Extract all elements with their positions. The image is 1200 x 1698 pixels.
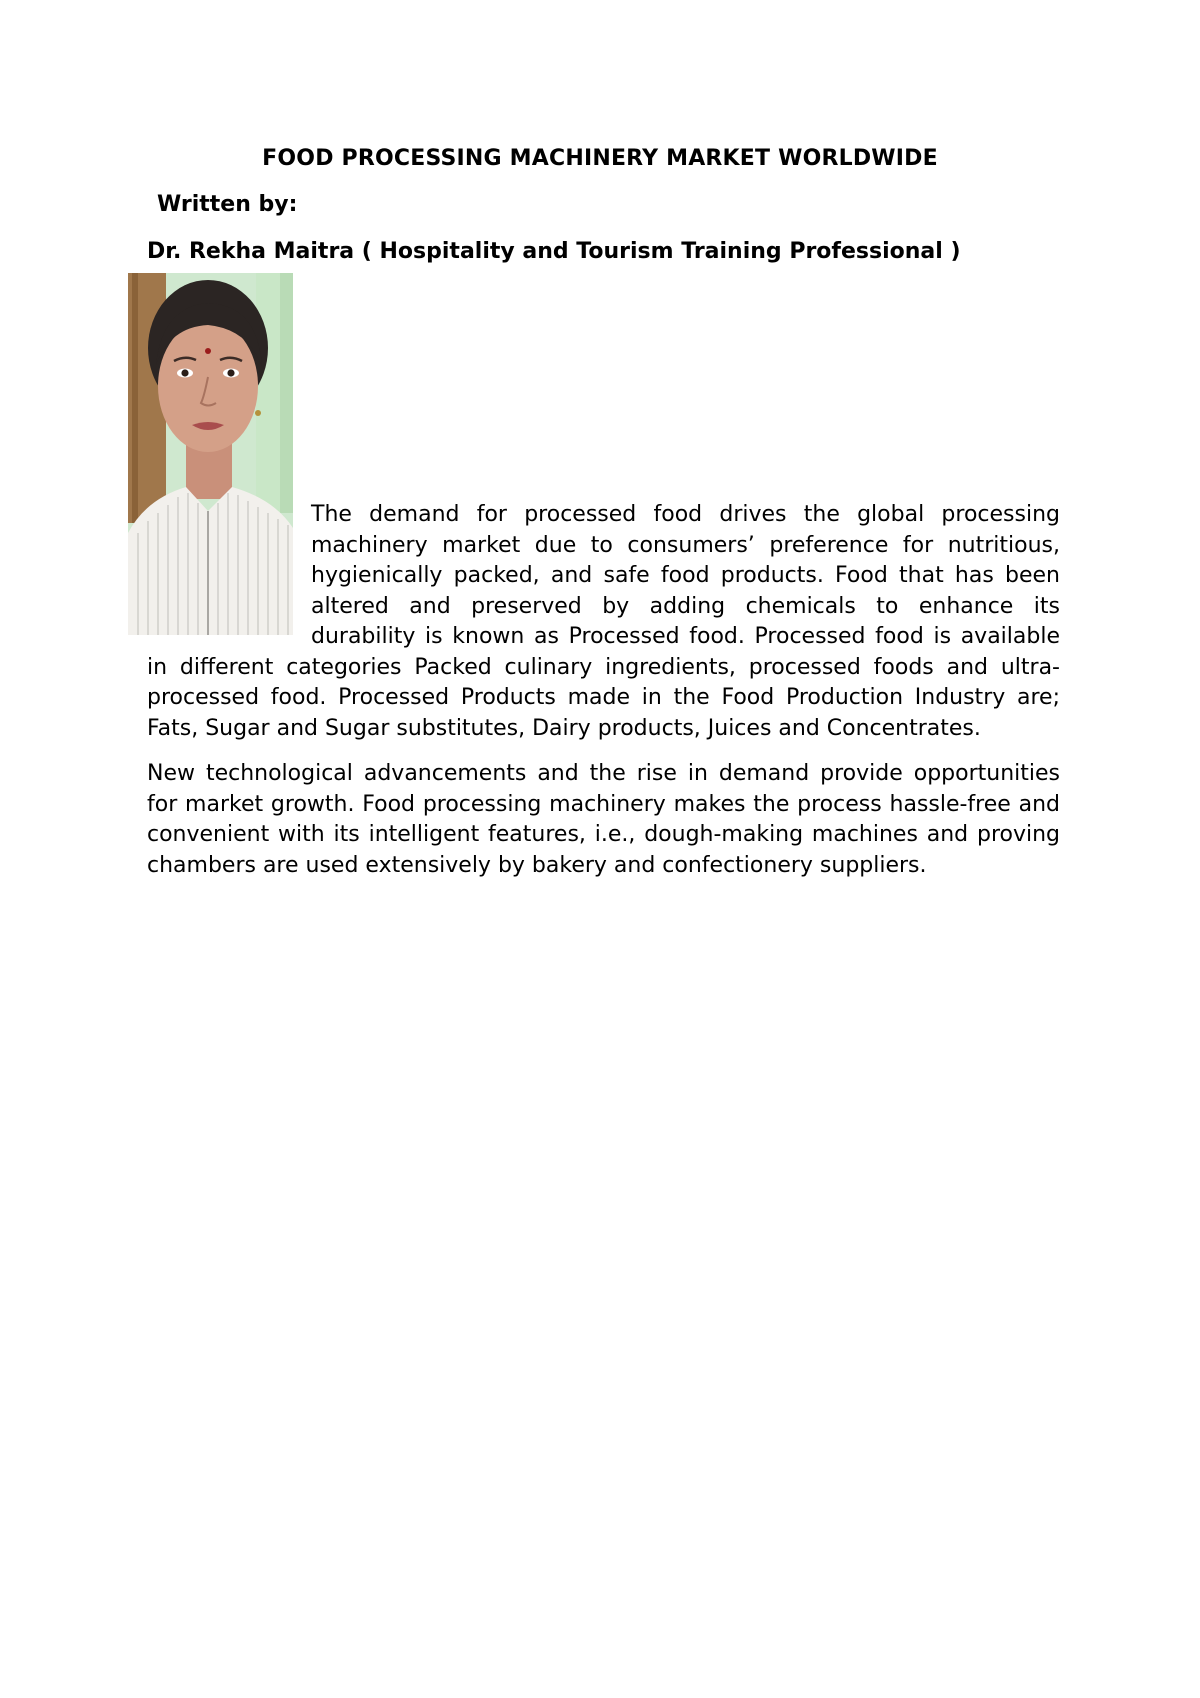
paragraph-growth: New technological advancements and the rise in demand provide opportunities for market growth. Food processing machinery makes the process hassle-free and convenient with its intelligent features, i.e., dough-making machines and proving chambers are used extensively by bakery and confectionery suppliers. (147, 761, 1060, 878)
paragraph-intro: The demand for processed food drives the global processing machinery market due to consumers’ preference for nutritious, hygienically packed, and safe food products. Food that has been altered and preserved by adding chemicals to enhance its durability is known as Processed food. Processed food is available in different categories Packed culinary ingredients, processed foods and ultra-processed food. Processed Products made in the Food Production Industry are; Fats, Sugar and Sugar substitutes, Dairy products, Juices and Concentrates. (147, 502, 1060, 741)
document-title: FOOD PROCESSING MACHINERY MARKET WORLDWIDE (262, 146, 938, 171)
article-body (147, 273, 1060, 881)
author-photo (128, 273, 293, 635)
author-line: Dr. Rekha Maitra ( Hospitality and Tourism Training Professional ) (147, 239, 961, 264)
written-by-label: Written by: (157, 192, 298, 217)
